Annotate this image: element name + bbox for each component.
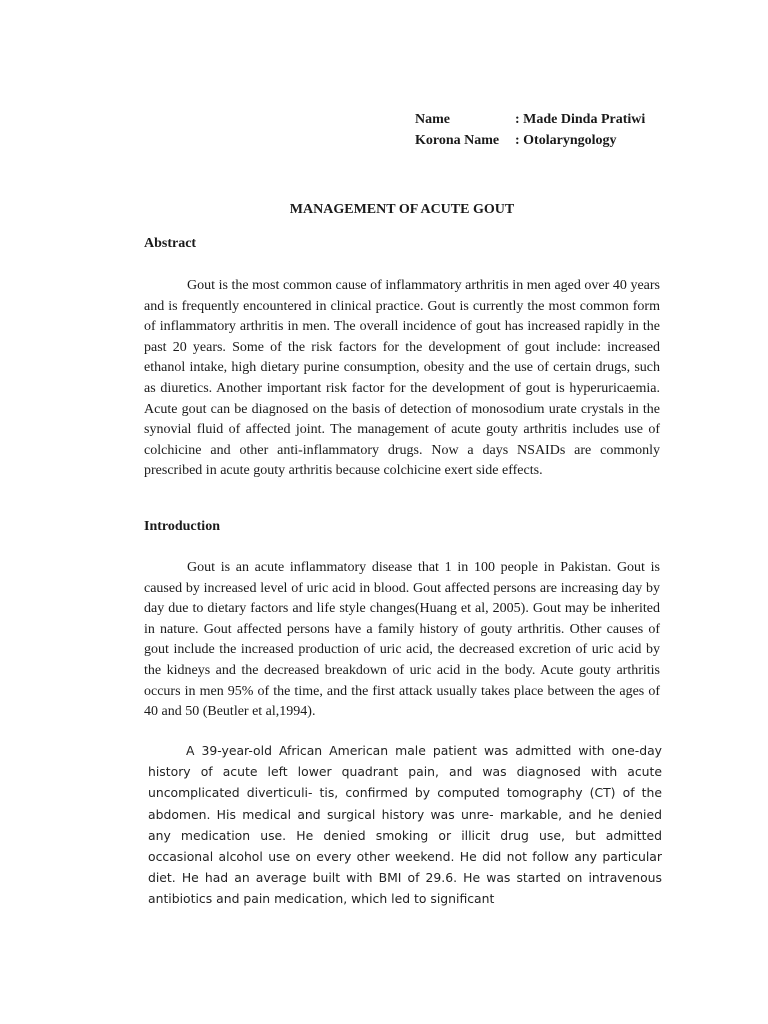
document-title: MANAGEMENT OF ACUTE GOUT [289,202,515,217]
case-report-paragraph: A 39-year-old African American male patient was admitted with one-day history of acute left lower quadrant pain, and was diagnosed with acute uncomplicated diverticuli- tis, confirmed by computed tomography (CT) of the abdomen. His medical and surgical history was unre- markable, and he denied any medication use. He denied smoking or illicit drug use, but admitted occasional alcohol use on every other weekend. He did not follow any particular diet. He had an average built with BMI of 29.6. He was started on intravenous antibiotics and pain medication, which led to significant [148,743,662,907]
korona-row [415,130,645,151]
name-label: Name [415,112,450,127]
korona-label: Korona Name [415,133,500,148]
abstract-paragraph: Gout is the most common cause of inflammatory arthritis in men aged over 40 years and is frequently encountered in clinical practice. Gout is currently the most common form of inflammatory arthritis in men. The overall incidence of gout has increased rapidly in the past 20 years. Some of the risk factors for the development of gout include: increased ethanol intake, high dietary purine consumption, obesity and the use of certain drugs, such as diuretics. Another important risk factor for the development of gout is hyperuricaemia. Acute gout can be diagnosed on the basis of detection of monosodium urate crystals in the synovial fluid of affected joint. The management of acute gouty arthritis includes use of colchicine and other anti-inflammatory drugs. Now a days NSAIDs are commonly prescribed in acute gouty arthritis because colchicine exert side effects. [144,278,660,479]
introduction-heading: Introduction [144,519,220,534]
name-value: : Made Dinda Pratiwi [515,112,646,127]
korona-value: : Otolaryngology [515,133,617,148]
abstract-heading: Abstract [144,236,197,251]
author-info [415,109,645,151]
introduction-paragraph: Gout is an acute inflammatory disease that 1 in 100 people in Pakistan. Gout is caused by increased level of uric acid in blood. Gout affected persons are increasing day by day due to dietary factors and life style changes(Huang et al, 2005). Gout may be inherited in nature. Gout affected persons have a family history of gouty arthritis. Other causes of gout include the increased production of uric acid, the decreased excretion of uric acid by the kidneys and the decreased breakdown of uric acid in the body. Acute gouty arthritis occurs in men 95% of the time, and the first attack usually takes place between the ages of 40 and 50 (Beutler et al,1994). [144,560,660,720]
name-row [415,109,645,130]
